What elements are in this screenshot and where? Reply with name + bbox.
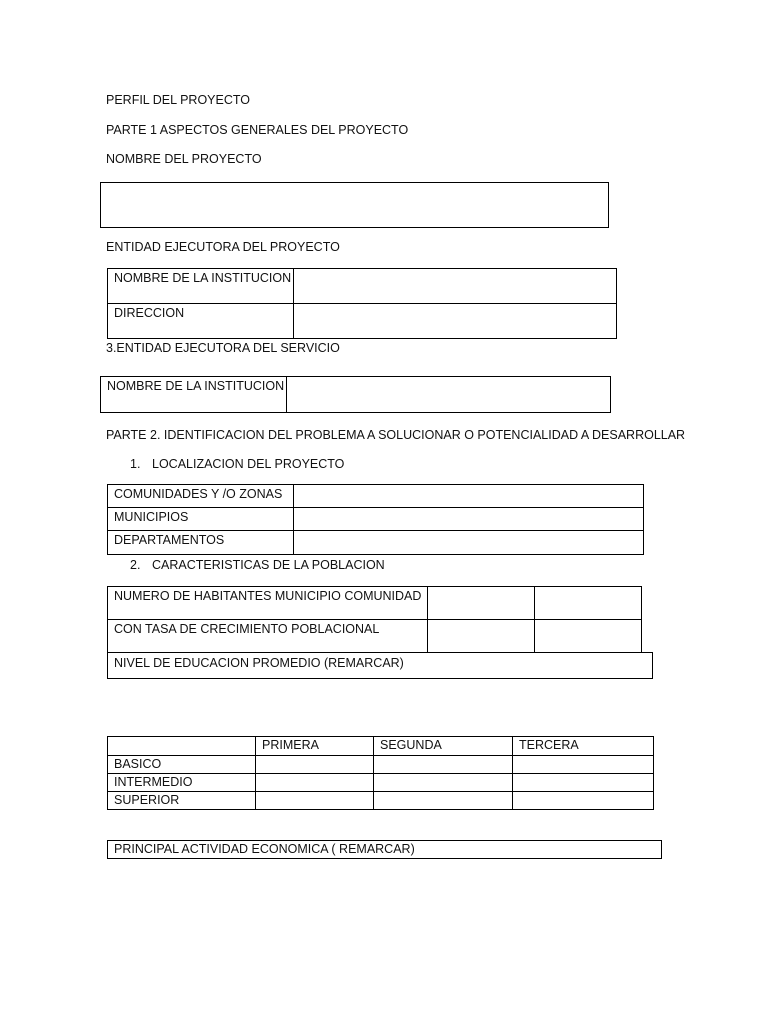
table-row [108, 620, 642, 654]
tasa-field-1[interactable] [428, 620, 535, 654]
section-heading-parte-2: PARTE 2. IDENTIFICACION DEL PROBLEMA A SOLUCIONAR O POTENCIALIDAD A DESARROLLAR [106, 428, 686, 442]
row-label-numero-habitantes: NUMERO DE HABITANTES MUNICIPIO COMUNIDAD [108, 587, 428, 620]
intermedio-primera-cell[interactable] [256, 774, 374, 792]
table-row [108, 792, 654, 810]
nombre-proyecto-field[interactable] [100, 182, 609, 228]
intermedio-segunda-cell[interactable] [374, 774, 513, 792]
label-nombre-proyecto: NOMBRE DEL PROYECTO [106, 152, 262, 166]
habitantes-field-2[interactable] [535, 587, 642, 620]
entidad-servicio-table [100, 376, 611, 413]
row-label-superior: SUPERIOR [108, 792, 256, 810]
row-label-direccion: DIRECCION [108, 304, 294, 339]
basico-primera-cell[interactable] [256, 756, 374, 774]
label-actividad-economica: PRINCIPAL ACTIVIDAD ECONOMICA ( REMARCAR) [114, 842, 415, 856]
column-header-primera: PRIMERA [256, 737, 374, 756]
table-row [101, 377, 611, 413]
localizacion-table [107, 484, 644, 555]
table-row [108, 774, 654, 792]
basico-tercera-cell[interactable] [513, 756, 654, 774]
label-caracteristicas-poblacion: CARACTERISTICAS DE LA POBLACION [152, 558, 385, 572]
table-row [108, 304, 617, 339]
departamentos-field[interactable] [294, 531, 644, 555]
row-label-comunidades: COMUNIDADES Y /O ZONAS [108, 485, 294, 508]
table-header-row [108, 737, 654, 756]
actividad-economica-box [107, 840, 662, 859]
table-row [108, 756, 654, 774]
nivel-educacion-box [107, 652, 653, 679]
column-header-segunda: SEGUNDA [374, 737, 513, 756]
table-row [108, 531, 644, 555]
row-label-departamentos: DEPARTAMENTOS [108, 531, 294, 555]
list-number-1: 1. [130, 457, 141, 471]
row-label-nombre-institucion: NOMBRE DE LA INSTITUCION [108, 269, 294, 304]
document-title: PERFIL DEL PROYECTO [106, 93, 251, 107]
basico-segunda-cell[interactable] [374, 756, 513, 774]
superior-segunda-cell[interactable] [374, 792, 513, 810]
row-label-municipios: MUNICIPIOS [108, 508, 294, 531]
nombre-institucion-field[interactable] [294, 269, 617, 304]
label-nivel-educacion: NIVEL DE EDUCACION PROMEDIO (REMARCAR) [114, 656, 404, 670]
row-label-intermedio: INTERMEDIO [108, 774, 256, 792]
column-header-empty [108, 737, 256, 756]
table-row [108, 508, 644, 531]
habitantes-field-1[interactable] [428, 587, 535, 620]
entidad-proyecto-table [107, 268, 617, 339]
intermedio-tercera-cell[interactable] [513, 774, 654, 792]
column-header-tercera: TERCERA [513, 737, 654, 756]
label-localizacion: LOCALIZACION DEL PROYECTO [152, 457, 345, 471]
table-row [108, 587, 642, 620]
list-number-2: 2. [130, 558, 141, 572]
table-row [108, 485, 644, 508]
direccion-field[interactable] [294, 304, 617, 339]
row-label-tasa-crecimiento: CON TASA DE CRECIMIENTO POBLACIONAL [108, 620, 428, 654]
municipios-field[interactable] [294, 508, 644, 531]
comunidades-field[interactable] [294, 485, 644, 508]
nombre-institucion-servicio-field[interactable] [287, 377, 611, 413]
row-label-nombre-institucion-servicio: NOMBRE DE LA INSTITUCION [101, 377, 287, 413]
educacion-table [107, 736, 654, 810]
row-label-basico: BASICO [108, 756, 256, 774]
poblacion-table [107, 586, 642, 654]
tasa-field-2[interactable] [535, 620, 642, 654]
label-entidad-ejecutora-proyecto: ENTIDAD EJECUTORA DEL PROYECTO [106, 240, 340, 254]
label-entidad-ejecutora-servicio: 3.ENTIDAD EJECUTORA DEL SERVICIO [106, 341, 340, 355]
section-heading-parte-1: PARTE 1 ASPECTOS GENERALES DEL PROYECTO [106, 123, 409, 137]
superior-tercera-cell[interactable] [513, 792, 654, 810]
superior-primera-cell[interactable] [256, 792, 374, 810]
table-row [108, 269, 617, 304]
